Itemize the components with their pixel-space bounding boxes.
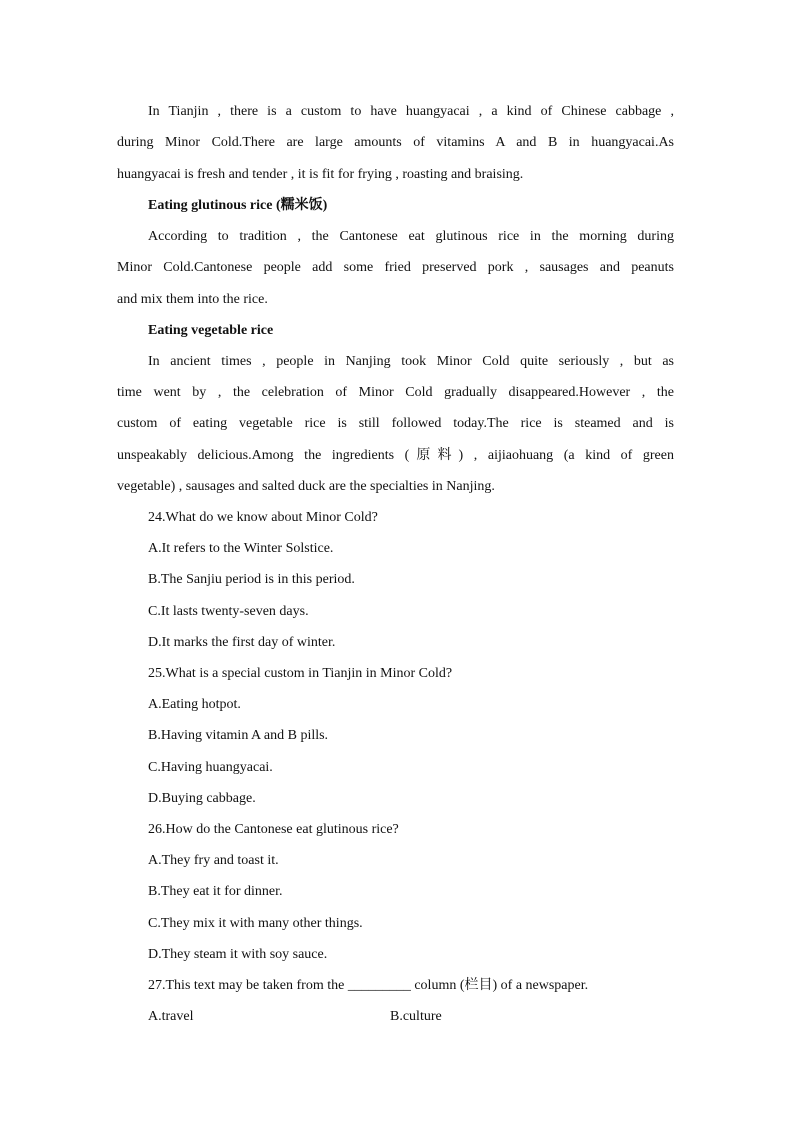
paragraph-vegetable-line-3: custom of eating vegetable rice is still followed today.The rice is steamed and is [117, 416, 674, 431]
question-24-option-b: B.The Sanjiu period is in this period. [148, 572, 355, 587]
paragraph-tianjin-line-2: during Minor Cold.There are large amounts of vitamins A and B in huangyacai.As [117, 135, 674, 150]
question-25-stem: 25.What is a special custom in Tianjin in Minor Cold? [148, 666, 453, 681]
paragraph-vegetable-line-2: time went by , the celebration of Minor Cold gradually disappeared.However , the [117, 385, 674, 400]
question-26-option-c: C.They mix it with many other things. [148, 916, 363, 931]
heading-glutinous-rice: Eating glutinous rice (糯米饭) [148, 198, 328, 213]
question-25-option-b: B.Having vitamin A and B pills. [148, 728, 329, 743]
question-26-option-b: B.They eat it for dinner. [148, 884, 283, 899]
question-24-stem: 24.What do we know about Minor Cold? [148, 510, 378, 525]
question-27-option-b: B.culture [390, 1009, 442, 1024]
question-25-option-c: C.Having huangyacai. [148, 760, 273, 775]
question-24-option-c: C.It lasts twenty-seven days. [148, 604, 309, 619]
heading-vegetable-rice: Eating vegetable rice [148, 323, 274, 338]
question-27-option-a: A.travel [148, 1009, 194, 1024]
paragraph-vegetable-line-5: vegetable) , sausages and salted duck are the specialties in Nanjing. [117, 479, 495, 494]
paragraph-vegetable-line-1: In ancient times , people in Nanjing took Minor Cold quite seriously , but as [148, 354, 674, 369]
question-27-stem: 27.This text may be taken from the _________ column (栏目) of a newspaper. [148, 978, 589, 993]
question-24-option-d: D.It marks the first day of winter. [148, 635, 336, 650]
paragraph-tianjin-line-3: huangyacai is fresh and tender , it is fit for frying , roasting and braising. [117, 167, 524, 182]
paragraph-glutinous-line-3: and mix them into the rice. [117, 292, 268, 307]
question-25-option-d: D.Buying cabbage. [148, 791, 256, 806]
question-26-stem: 26.How do the Cantonese eat glutinous rice? [148, 822, 399, 837]
paragraph-glutinous-line-2: Minor Cold.Cantonese people add some fried preserved pork , sausages and peanuts [117, 260, 674, 275]
question-24-option-a: A.It refers to the Winter Solstice. [148, 541, 334, 556]
paragraph-tianjin-line-1: In Tianjin , there is a custom to have huangyacai , a kind of Chinese cabbage , [148, 104, 674, 119]
paragraph-vegetable-line-4: unspeakably delicious.Among the ingredients (原料) , aijiaohuang (a kind of green [117, 448, 674, 463]
question-25-option-a: A.Eating hotpot. [148, 697, 241, 712]
question-26-option-d: D.They steam it with soy sauce. [148, 947, 328, 962]
question-26-option-a: A.They fry and toast it. [148, 853, 279, 868]
paragraph-glutinous-line-1: According to tradition , the Cantonese eat glutinous rice in the morning during [148, 229, 674, 244]
